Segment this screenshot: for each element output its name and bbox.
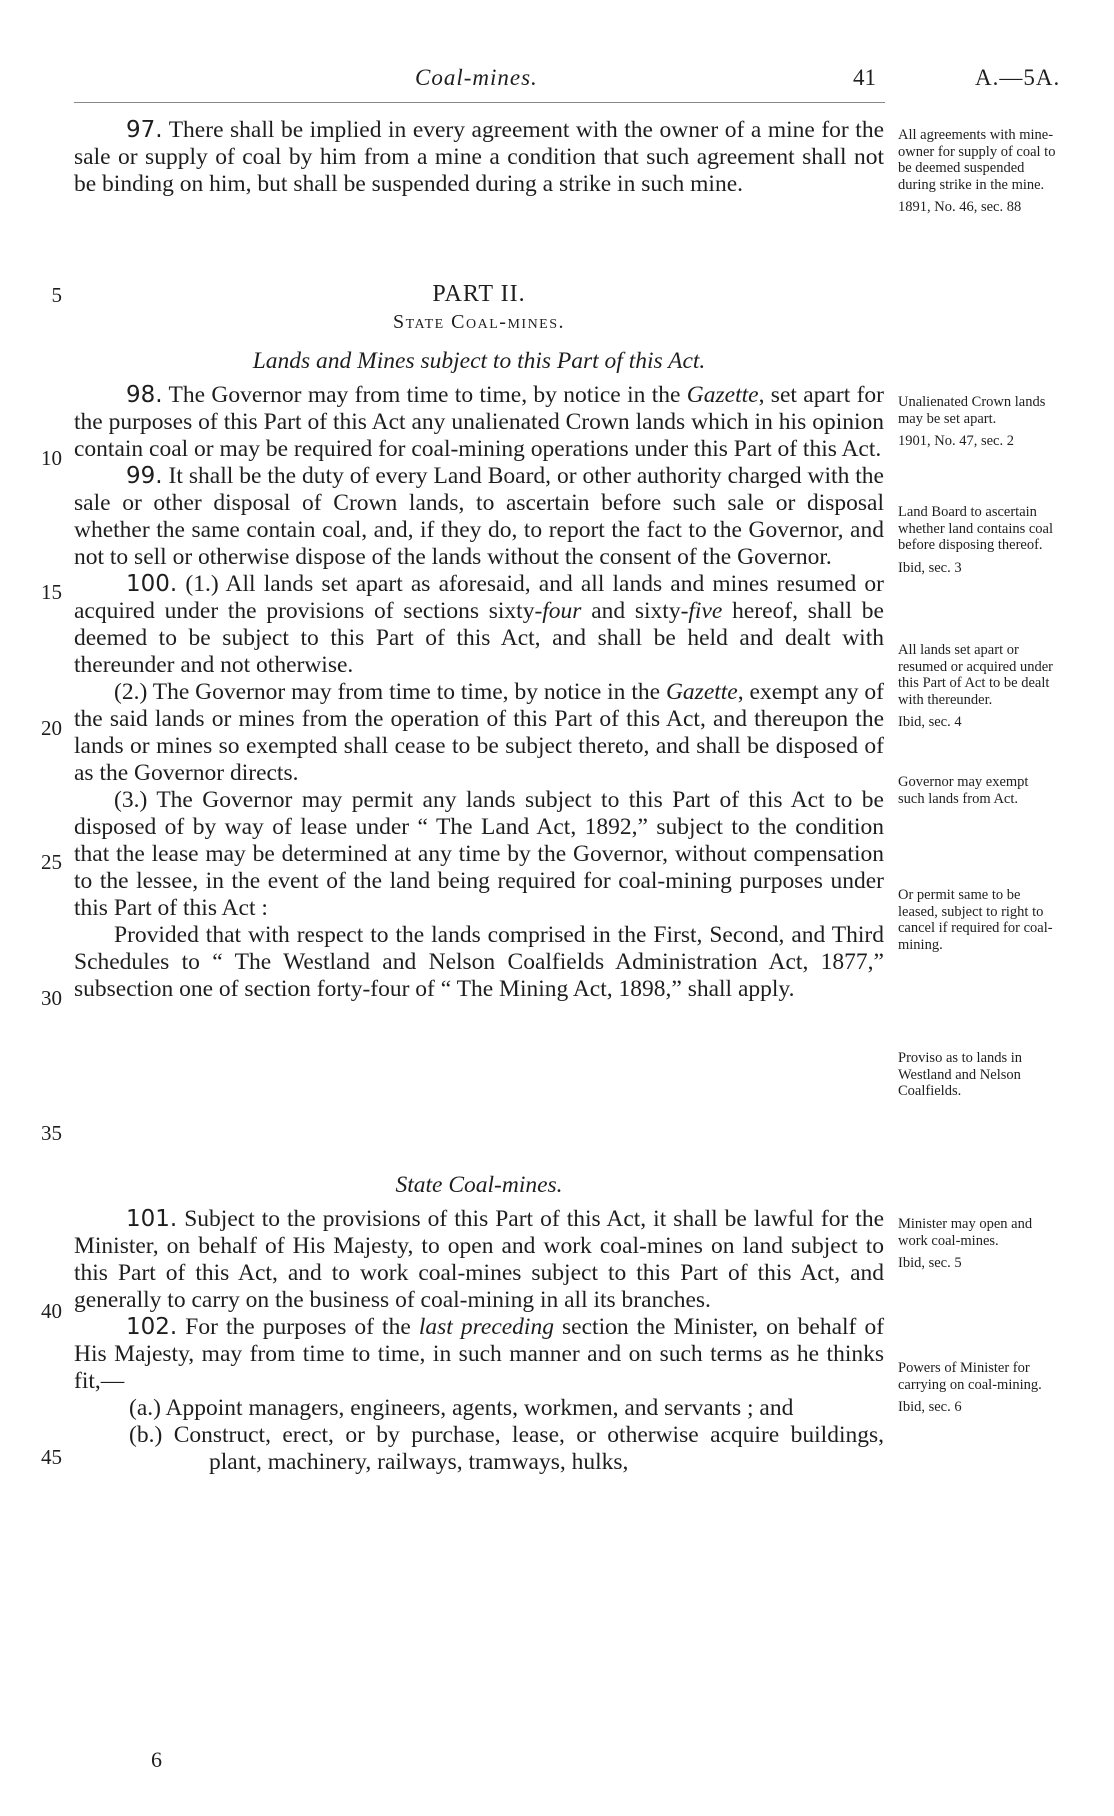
gazette-italic: Gazette	[686, 382, 759, 408]
part-title: PART II.	[432, 281, 526, 307]
italic-word: four	[542, 598, 582, 624]
section-number: 99.	[126, 463, 163, 489]
gazette-italic: Gazette	[665, 679, 738, 705]
line-number: 40	[41, 1299, 62, 1323]
section-text: Subject to the provisions of this Part of this Act, it shall be lawful for the Minister, on behalf of His Majesty, to open and work coal-mines on land subject to this Part of this Act, and to work coal-mines subject to this Part of this Act, and generally to carry on the business of coal-mining in all its branches.	[74, 1206, 885, 1313]
line-number: 35	[41, 1121, 62, 1145]
item-text: Appoint managers, engineers, agents, workmen, and servants ; and	[160, 1395, 794, 1421]
margin-note-text: All agreements with mine-owner for supply of coal to be deemed suspended during strike in the mine.	[898, 127, 1056, 193]
line-number: 45	[41, 1445, 62, 1469]
margin-note-100	[898, 642, 1058, 731]
section-98-paragraph	[74, 382, 884, 463]
lands-heading: Lands and Mines subject to this Part of this Act.	[252, 348, 706, 374]
margin-note-ref: Ibid, sec. 4	[898, 714, 962, 730]
running-header-title: Coal-mines.	[415, 65, 538, 90]
section-number: 100.	[126, 571, 178, 597]
margin-note-100-2	[898, 774, 1058, 807]
margin-note-text: Governor may exempt such lands from Act.	[898, 774, 1029, 807]
section-102-paragraph	[74, 1314, 884, 1395]
section-100-paragraph-3: (3.) The Governor may permit any lands subject to this Part of this Act to be disposed of by way of lease under “ The Land Act, 1892,” subject to the condition that the lease may be determined at any time by the Governor, without compensation to the lessee, in the event of the land being required for coal-mining purposes under this Part of this Act :	[74, 787, 884, 921]
item-label: (a.)	[129, 1395, 161, 1421]
margin-note-98	[898, 394, 1058, 450]
italic-word: five	[688, 598, 723, 624]
section-text: There shall be implied in every agreement with the owner of a mine for the sale or supply of coal by him from a mine a condition that such agreement shall not be binding on him, but shall be suspended during a strike in such mine.	[74, 117, 885, 197]
item-label: (b.)	[129, 1422, 163, 1448]
section-text: and sixty-	[581, 598, 689, 624]
margin-note-99	[898, 504, 1058, 576]
margin-note-text: Minister may open and work coal-mines.	[898, 1216, 1033, 1249]
margin-note-text: Or permit same to be leased, subject to right to cancel if required for coal-mining.	[898, 887, 1053, 953]
sections-98-100	[74, 382, 884, 1003]
italic-phrase: last preceding	[418, 1314, 554, 1340]
section-text: The Governor may from time to time, by notice in the	[168, 382, 687, 408]
margin-note-100-proviso	[898, 1050, 1058, 1100]
margin-note-text: All lands set apart or resumed or acquired under this Part of Act to be dealt with thereunder.	[898, 642, 1054, 708]
item-text: Construct, erect, or by purchase, lease, or otherwise acquire buildings, plant, machinery, railways, tramways, hulks,	[162, 1422, 884, 1475]
margin-note-ref: 1891, No. 46, sec. 88	[898, 199, 1022, 215]
section-text: section the Minister, on behalf of His Majesty, may from time to time, in such manner and on such terms as he thinks fit,—	[74, 1314, 885, 1394]
line-number: 20	[41, 716, 62, 740]
margin-note-ref: Ibid, sec. 5	[898, 1255, 962, 1271]
section-text: , exempt any of the said lands or mines from the operation of this Part of this Act, and thereupon the lands or mines so exempted shall cease to be subject thereto, and shall be disposed of as the Governor directs.	[74, 679, 884, 786]
section-number: 98.	[126, 382, 163, 408]
header-rule	[74, 102, 885, 103]
section-102-item-b	[74, 1422, 884, 1476]
section-text: (1.) All lands set apart as aforesaid, and all lands and mines resumed or acquired under the provisions of sections sixty-	[74, 571, 885, 624]
state-coal-mines-heading: State Coal-mines.	[395, 1172, 563, 1198]
margin-note-ref: 1901, No. 47, sec. 2	[898, 433, 1014, 449]
section-99-paragraph	[74, 463, 884, 571]
page-number: 41	[853, 65, 876, 90]
section-number: 102.	[126, 1314, 178, 1340]
section-text: hereof, shall be deemed to be subject to this Part of this Act, and shall be held and dealt with thereunder and not otherwise.	[74, 598, 884, 678]
margin-note-text: Powers of Minister for carrying on coal-mining.	[898, 1360, 1042, 1393]
section-100-paragraph-1	[74, 571, 884, 679]
section-number: 101.	[126, 1206, 178, 1232]
margin-note-100-3	[898, 887, 1058, 953]
sections-101-102	[74, 1206, 884, 1476]
section-text: It shall be the duty of every Land Board, or other authority charged with the sale or other disposal of Crown lands, to ascertain before such sale or disposal whether the same contain coal, and, if they do, to report the fact to the Governor, and not to sell or otherwise dispose of the lands without the consent of the Governor.	[74, 463, 884, 570]
margin-note-97	[898, 127, 1058, 216]
section-97	[74, 117, 884, 198]
margin-note-102	[898, 1360, 1058, 1416]
signature-mark: 6	[151, 1747, 162, 1772]
line-number: 5	[51, 283, 62, 307]
section-number: 97.	[126, 117, 163, 143]
margin-note-text: Proviso as to lands in Westland and Nelson Coalfields.	[898, 1050, 1023, 1099]
section-text: For the purposes of the	[185, 1314, 419, 1340]
document-reference: A.—5A.	[975, 65, 1061, 90]
line-number: 15	[41, 580, 62, 604]
section-102-item-a	[74, 1395, 884, 1422]
line-number: 30	[41, 986, 62, 1010]
margin-note-ref: Ibid, sec. 6	[898, 1399, 962, 1415]
margin-note-text: Unalienated Crown lands may be set apart.	[898, 394, 1046, 427]
margin-note-101	[898, 1216, 1058, 1272]
part-subtitle: State Coal-mines.	[392, 311, 566, 333]
section-text: , set apart for the purposes of this Part of this Act any unalienated Crown lands which in his opinion contain coal or may be required for coal-mining operations under this Part of this Act.	[74, 382, 884, 462]
margin-note-text: Land Board to ascertain whether land contains coal before disposing thereof.	[898, 504, 1054, 553]
line-number: 10	[41, 446, 62, 470]
section-100-paragraph-2	[74, 679, 884, 787]
line-number: 25	[41, 850, 62, 874]
section-text: (2.) The Governor may from time to time, by notice in the	[114, 679, 666, 705]
margin-note-ref: Ibid, sec. 3	[898, 559, 962, 576]
section-101-paragraph	[74, 1206, 884, 1314]
section-97-paragraph	[74, 117, 884, 198]
section-100-proviso: Provided that with respect to the lands comprised in the First, Second, and Third Schedules to “ The Westland and Nelson Coalfields Administration Act, 1877,” subsection one of section forty-four of “ The Mining Act, 1898,” shall apply.	[74, 922, 884, 1002]
